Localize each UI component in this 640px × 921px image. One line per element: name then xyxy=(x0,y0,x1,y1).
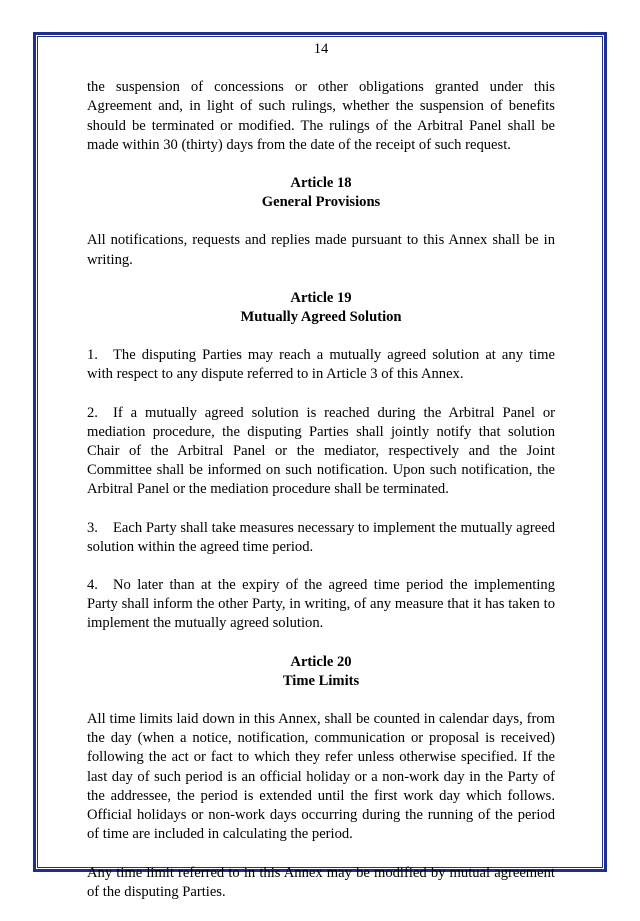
page-number: 14 xyxy=(313,41,329,57)
document-body xyxy=(87,40,555,921)
paragraph-text: The disputing Parties may reach a mutually agreed solution at any time with respect to any dispute referred to in Article 3 of this Annex. xyxy=(87,347,555,383)
paragraph-number: 4. xyxy=(87,577,98,594)
paragraph-text: If a mutually agreed solution is reached during the Arbitral Panel or mediation procedure, the disputing Parties shall jointly notify that solution Chair of the Arbitral Panel or the mediator, respectively and the Joint Committee shall be informed on such notification. Upon such notification, the Arbitral Panel or the mediation procedure shall be terminated. xyxy=(87,404,555,498)
article-18-text: All notifications, requests and replies made pursuant to this Annex shall be in writing. xyxy=(87,232,555,268)
article-20-paragraph-2: Any time limit referred to in this Annex may be modified by mutual agreement of the disputing Parties. xyxy=(87,864,555,900)
paragraph-text: Each Party shall take measures necessary to implement the mutually agreed solution within the agreed time period. xyxy=(87,519,555,555)
paragraph-number: 1. xyxy=(87,347,98,364)
paragraph-text: No later than at the expiry of the agreed time period the implementing Party shall inform the other Party, in writing, of any measure that it has taken to implement the mutually agreed solution. xyxy=(87,577,555,632)
paragraph-number: 3. xyxy=(87,519,98,536)
article-19-title: Mutually Agreed Solution xyxy=(240,309,402,326)
article-19-heading xyxy=(87,289,555,327)
article-18-number: Article 18 xyxy=(290,175,352,192)
article-20-paragraph-1: All time limits laid down in this Annex, shall be counted in calendar days, from the day (when a notice, notification, communication or proposal is received) following the act or fact to which they refer unless otherwise specified. If the last day of such period is an official holiday or a non-work day in the Party of the addressee, the period is extended until the first work day which follows. Official holidays or non-work days occurring during the running of the period of time are included in calculating the period. xyxy=(87,711,555,843)
article-19-paragraph-1 xyxy=(87,346,555,384)
paragraph-number: 2. xyxy=(87,404,98,421)
article-20-title: Time Limits xyxy=(282,672,360,689)
article-18-title: General Provisions xyxy=(261,194,381,211)
article-19-paragraph-3 xyxy=(87,519,555,557)
article-20-heading xyxy=(87,653,555,691)
article-19-paragraph-2 xyxy=(87,404,555,500)
article-18-heading xyxy=(87,174,555,212)
article-19-number: Article 19 xyxy=(290,289,352,306)
intro-paragraph: the suspension of concessions or other obligations granted under this Agreement and, in light of such rulings, whether the suspension of benefits should be terminated or modified. The rulings of the Arbitral Panel shall be made within 30 (thirty) days from the date of the receipt of such request. xyxy=(87,79,555,153)
article-20-number: Article 20 xyxy=(290,653,352,670)
article-19-paragraph-4 xyxy=(87,576,555,634)
